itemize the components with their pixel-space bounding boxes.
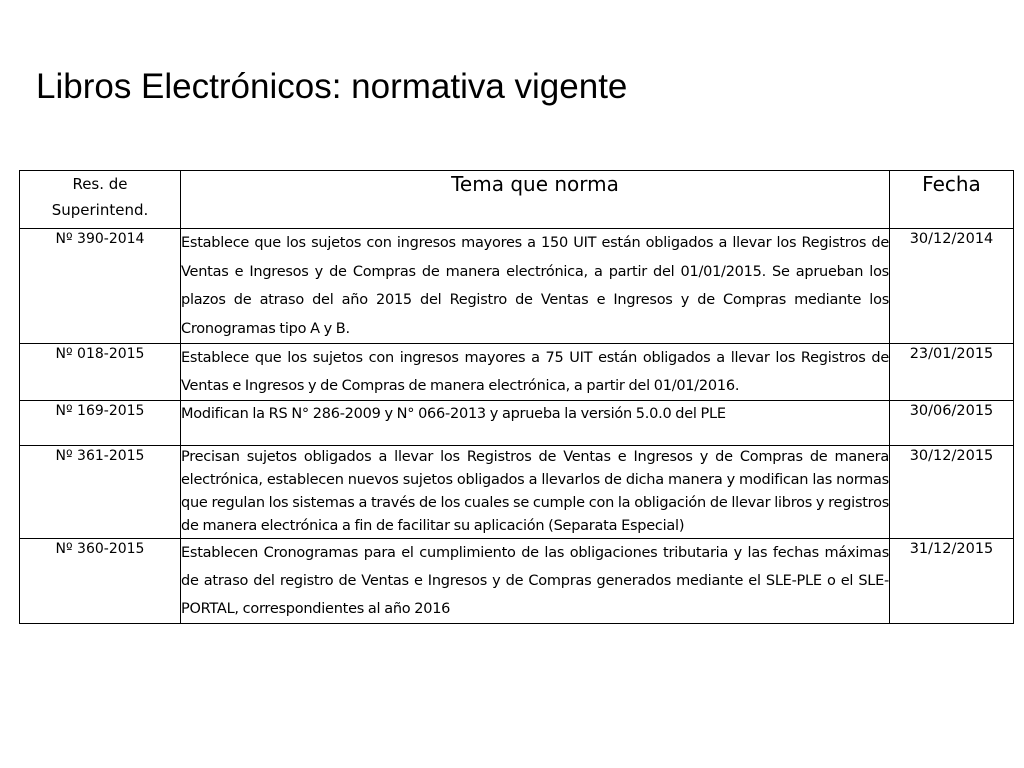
resolution-date: 31/12/2015 — [890, 539, 1014, 624]
column-header-topic: Tema que norma — [181, 171, 890, 229]
topic-text: Establecen Cronogramas para el cumplimiento de las obligaciones tributaria y las fechas máximas de atraso del registro de Ventas e Ingresos y de Compras generados mediante el SLE-PLE o el SLE-PORTAL, correspondientes al año 2016 — [181, 539, 890, 624]
resolution-date: 30/06/2015 — [890, 401, 1014, 446]
column-header-resolution — [20, 171, 181, 229]
resolution-number: Nº 018-2015 — [20, 344, 181, 401]
slide-title: Libros Electrónicos: normativa vigente — [36, 67, 628, 106]
table-row — [20, 401, 1014, 446]
resolution-number: Nº 169-2015 — [20, 401, 181, 446]
resolution-date: 30/12/2015 — [890, 446, 1014, 539]
column-header-resolution-line1: Res. de — [72, 175, 128, 193]
column-header-date: Fecha — [890, 171, 1014, 229]
table-row — [20, 446, 1014, 539]
resolution-number: Nº 390-2014 — [20, 229, 181, 344]
table-row — [20, 229, 1014, 344]
table-row — [20, 539, 1014, 624]
topic-text: Establece que los sujetos con ingresos mayores a 75 UIT están obligados a llevar los Registros de Ventas e Ingresos y de Compras de manera electrónica, a partir del 01/01/2016. — [181, 344, 890, 401]
topic-text: Establece que los sujetos con ingresos mayores a 150 UIT están obligados a llevar los Registros de Ventas e Ingresos y de Compras de manera electrónica, a partir del 01/01/2015. Se aprueban los plazos de atraso del año 2015 del Registro de Ventas e Ingresos y de Compras mediante los Cronogramas tipo A y B. — [181, 229, 890, 344]
resolution-date: 23/01/2015 — [890, 344, 1014, 401]
resolution-number: Nº 361-2015 — [20, 446, 181, 539]
topic-text: Modifican la RS N° 286-2009 y N° 066-2013 y aprueba la versión 5.0.0 del PLE — [181, 401, 890, 446]
regulations-table — [19, 170, 1014, 624]
topic-text: Precisan sujetos obligados a llevar los Registros de Ventas e Ingresos y de Compras de manera electrónica, establecen nuevos sujetos obligados a llevarlos de dicha manera y modifican las normas que regulan los sistemas a través de los cuales se cumple con la obligación de llevar libros y registros de manera electrónica a fin de facilitar su aplicación (Separata Especial) — [181, 446, 890, 539]
table-header-row — [20, 171, 1014, 229]
resolution-date: 30/12/2014 — [890, 229, 1014, 344]
column-header-resolution-line2: Superintend. — [51, 201, 149, 219]
resolution-number: Nº 360-2015 — [20, 539, 181, 624]
table-row — [20, 344, 1014, 401]
